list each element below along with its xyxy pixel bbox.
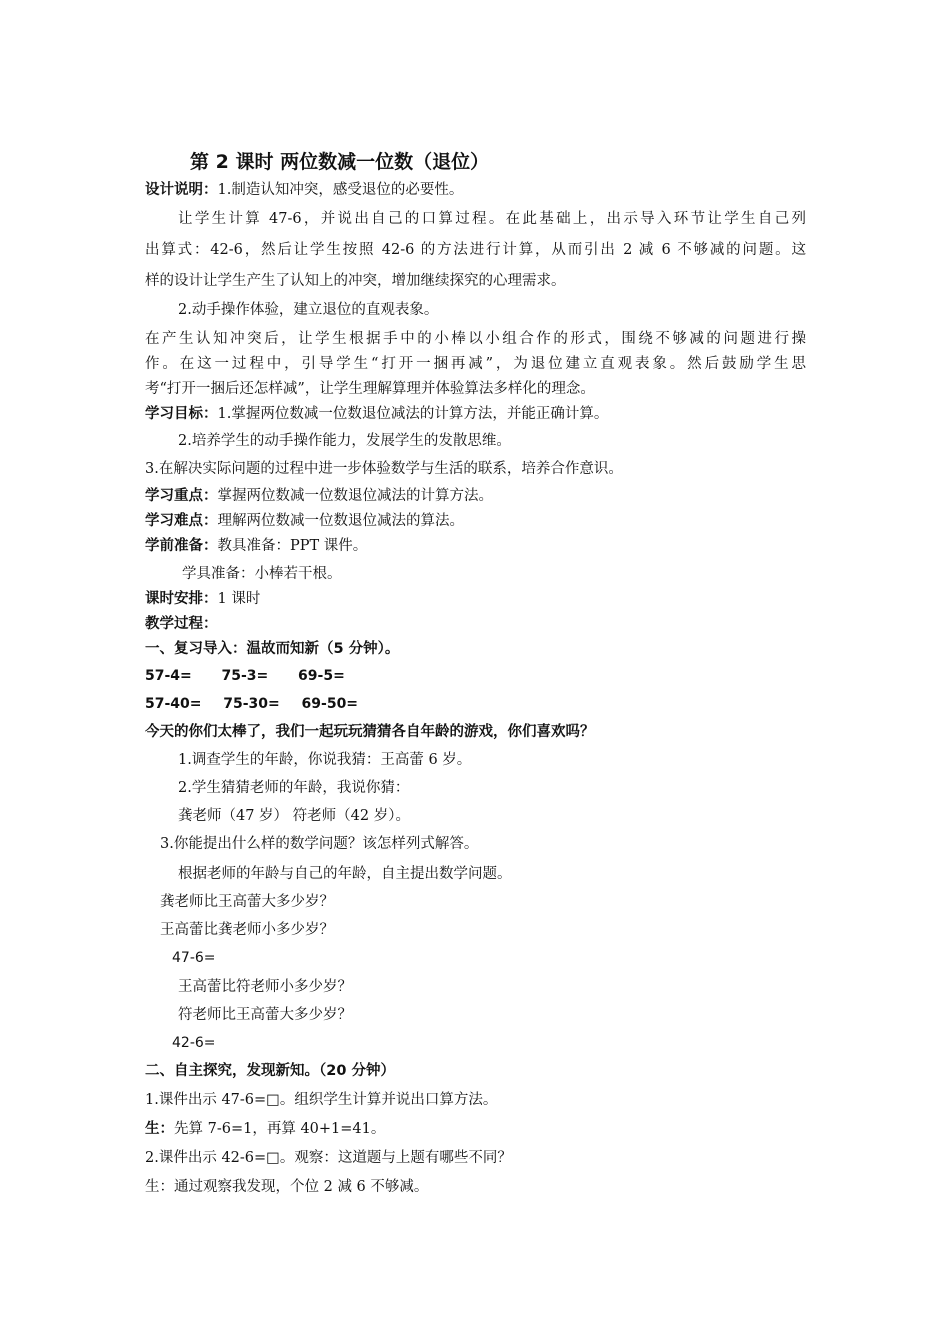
key-text: 掌握两位数减一位数退位减法的计算方法。 <box>217 488 493 504</box>
design-p2-line2: 作。在这一过程中，引导学生“打开一捆再减”，为退位建立直观表象。然后鼓励学生思 <box>145 356 806 372</box>
difficulty-text: 理解两位数减一位数退位减法的算法。 <box>217 513 464 529</box>
review-calc-row-2 <box>145 694 358 714</box>
section-2-heading: 二、自主探究，发现新知。（20 分钟） <box>145 1063 395 1079</box>
question-1: 龚老师比王高蕾大多少岁？ <box>160 894 334 910</box>
explore-2: 2.课件出示 42-6=□。观察：这道题与上题有哪些不同？ <box>145 1150 512 1166</box>
calc-item: 69-50= <box>301 696 359 712</box>
process-heading: 教学过程： <box>145 616 218 632</box>
goals-heading <box>145 404 608 424</box>
step-3-description: 根据老师的年龄与自己的年龄，自主提出数学问题。 <box>178 866 512 882</box>
prep-student: 学具准备：小棒若干根。 <box>182 566 342 582</box>
design-p2-line1: 在产生认知冲突后，让学生根据手中的小棒以小组合作的形式，围绕不够减的问题进行操 <box>145 331 806 347</box>
goal-1: 1.掌握两位数减一位数退位减法的计算方法，并能正确计算。 <box>217 406 609 422</box>
calc-item: 75-30= <box>223 696 280 712</box>
key-point <box>145 486 493 506</box>
step-3: 3.你能提出什么样的数学问题？该怎样列式解答。 <box>160 836 479 852</box>
design-p2-line3: 考“打开一捆后还怎样减”，让学生理解算理并体验算法多样化的理念。 <box>145 381 595 397</box>
key-label: 学习重点： <box>145 488 218 504</box>
explore-1: 1.课件出示 47-6=□。组织学生计算并说出口算方法。 <box>145 1092 498 1108</box>
teacher-ages: 龚老师（47 岁） 符老师（42 岁）。 <box>178 808 410 824</box>
calc-item: 69-5= <box>298 668 345 684</box>
explore-1-answer-text: 先算 7-6=1，再算 40+1=41。 <box>174 1121 386 1137</box>
lesson-title: 第 2 课时 两位数减一位数（退位） <box>190 151 490 173</box>
review-calc-row-1 <box>145 666 345 686</box>
design-p1-line3: 样的设计让学生产生了认知上的冲突，增加继续探究的心理需求。 <box>145 273 566 289</box>
schedule-line <box>145 589 260 609</box>
question-2: 王高蕾比龚老师小多少岁？ <box>160 922 334 938</box>
equation-1: 47-6= <box>172 950 216 966</box>
goals-label: 学习目标： <box>145 406 218 422</box>
explore-2-answer: 生：通过观察我发现，个位 2 减 6 不够减。 <box>145 1179 429 1195</box>
explore-1-answer <box>145 1119 385 1139</box>
prep-line <box>145 536 367 556</box>
calc-item: 57-4= <box>145 668 192 684</box>
difficulty-point <box>145 511 464 531</box>
goal-3: 3.在解决实际问题的过程中进一步体验数学与生活的联系，培养合作意识。 <box>145 461 623 477</box>
question-4: 符老师比王高蕾大多少岁？ <box>178 1007 352 1023</box>
schedule-label: 课时安排： <box>145 591 218 607</box>
schedule-text: 1 课时 <box>217 591 261 607</box>
design-p1-line1: 让学生计算 47-6，并说出自己的口算过程。在此基础上，出示导入环节让学生自己列 <box>178 211 806 227</box>
goal-2: 2.培养学生的动手操作能力，发展学生的发散思维。 <box>178 433 511 449</box>
design-label: 设计说明： <box>145 182 218 198</box>
section-1-heading: 一、复习导入：温故而知新（5 分钟）。 <box>145 641 400 657</box>
design-point-1: 1.制造认知冲突，感受退位的必要性。 <box>217 182 464 198</box>
prep-teacher: 教具准备：PPT 课件。 <box>217 538 368 554</box>
student-label: 生： <box>145 1121 174 1137</box>
question-3: 王高蕾比符老师小多少岁？ <box>178 979 352 995</box>
calc-item: 75-3= <box>221 668 269 684</box>
calc-item: 57-40= <box>145 696 202 712</box>
design-p1-line2: 出算式：42-6，然后让学生按照 42-6 的方法进行计算，从而引出 2 减 6 不够减的问题。这 <box>145 242 806 258</box>
game-intro: 今天的你们太棒了，我们一起玩玩猜猜各自年龄的游戏，你们喜欢吗？ <box>145 724 595 740</box>
design-heading <box>145 180 463 200</box>
prep-label: 学前准备： <box>145 538 218 554</box>
equation-2: 42-6= <box>172 1035 216 1051</box>
design-point-2: 2.动手操作体验，建立退位的直观表象。 <box>178 302 439 318</box>
difficulty-label: 学习难点： <box>145 513 218 529</box>
step-2: 2.学生猜猜老师的年龄，我说你猜： <box>178 780 410 796</box>
step-1: 1.调查学生的年龄，你说我猜：王高蕾 6 岁。 <box>178 752 472 768</box>
